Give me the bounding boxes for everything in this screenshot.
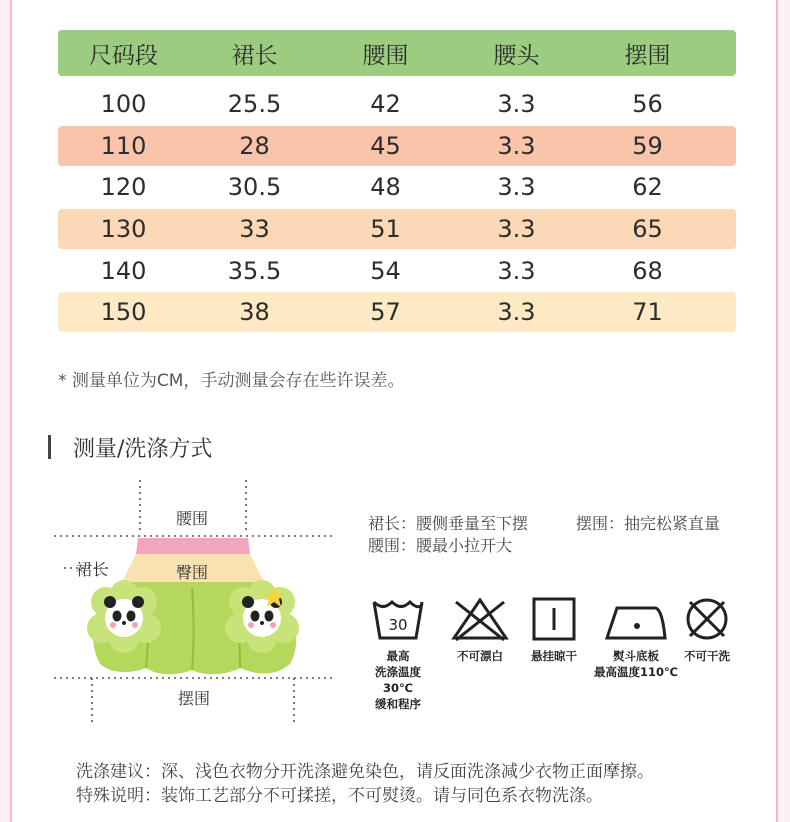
cell-size: 110 [100, 131, 147, 160]
cell-waist: 51 [370, 215, 401, 244]
care-label-line: 悬挂晾干 [531, 649, 577, 663]
cell-waistband: 3.3 [497, 298, 536, 327]
hip-label: 臀围 [176, 563, 209, 582]
cell-hem: 71 [632, 298, 663, 327]
table-row [58, 251, 736, 291]
care-label [443, 648, 517, 664]
care-label-line: 不可干洗 [684, 649, 730, 663]
table-row [58, 126, 736, 166]
measure-desc-hem: 摆围：抽完松紧直量 [576, 514, 721, 533]
cell-waist: 42 [370, 90, 401, 118]
cell-length: 30.5 [227, 173, 282, 202]
wash-temp-symbol: 30 [388, 616, 408, 634]
size-table [58, 30, 736, 334]
hem-label: 摆围 [178, 689, 211, 708]
table-row [58, 84, 736, 124]
cell-hem: 62 [632, 173, 663, 202]
no-dry-clean-icon [682, 596, 732, 642]
cell-waistband: 3.3 [497, 90, 536, 118]
table-header-row [58, 30, 736, 76]
care-label [517, 648, 591, 664]
skirt-diagram [54, 478, 338, 728]
header-waistband: 腰头 [493, 42, 540, 69]
wash-30-icon [370, 596, 426, 642]
care-label [670, 648, 744, 664]
section-bar [48, 435, 51, 459]
care-label-line: 不可漂白 [457, 649, 503, 663]
cell-waistband: 3.3 [497, 131, 536, 160]
cell-waistband: 3.3 [497, 256, 536, 285]
care-no-bleach [443, 596, 517, 664]
cell-hem: 68 [632, 256, 663, 285]
cell-hem: 65 [632, 215, 663, 244]
cell-hem: 56 [632, 90, 663, 118]
measure-desc-length: 裙长：腰侧垂量至下摆 [368, 514, 529, 533]
care-hang-dry [517, 596, 591, 664]
section-heading [48, 432, 212, 462]
wash-advice: 洗涤建议：深、浅色衣物分开洗涤避免染色，请反面洗涤减少衣物正面摩擦。 [76, 762, 654, 782]
cell-waistband: 3.3 [497, 173, 536, 202]
care-wash-30 [361, 596, 435, 712]
cell-length: 33 [239, 215, 270, 244]
measure-desc-waist: 腰围：腰最小拉开大 [368, 536, 513, 555]
special-note: 特殊说明：装饰工艺部分不可揉搓，不可熨烫。请与同色系衣物洗涤。 [76, 786, 603, 806]
care-no-dry-clean [670, 596, 744, 664]
table-row [58, 209, 736, 249]
cell-size: 130 [100, 215, 147, 244]
cell-waist: 57 [370, 298, 401, 327]
no-bleach-icon [450, 596, 510, 642]
care-label-line: 洗涤温度30℃ [375, 665, 421, 695]
cell-size: 150 [100, 298, 147, 327]
iron-icon [603, 596, 669, 642]
waist-label: 腰围 [176, 509, 209, 528]
cell-waist: 48 [370, 173, 401, 202]
cell-waistband: 3.3 [497, 215, 536, 244]
cell-size: 100 [100, 90, 147, 118]
hang-dry-icon [531, 596, 577, 642]
cell-length: 25.5 [227, 90, 282, 118]
care-label [361, 648, 435, 712]
care-label-line: 最高温度110℃ [594, 665, 678, 679]
cell-size: 140 [100, 256, 147, 285]
cell-length: 35.5 [227, 256, 282, 285]
cell-hem: 59 [632, 131, 663, 160]
cell-waist: 45 [370, 131, 401, 160]
cell-size: 120 [100, 173, 147, 202]
cell-waist: 54 [370, 256, 401, 285]
table-row [58, 167, 736, 207]
cell-length: 28 [239, 131, 270, 160]
section-title: 测量/洗涤方式 [73, 436, 213, 462]
measurement-note: * 测量单位为CM，手动测量会存在些许误差。 [58, 371, 405, 391]
care-label-line: 熨斗底板 [613, 649, 659, 663]
header-length: 裙长 [231, 42, 278, 69]
care-label-line: 最高 [386, 649, 410, 663]
header-size: 尺码段 [89, 42, 158, 69]
header-hem: 摆围 [624, 42, 671, 69]
header-waist: 腰围 [362, 42, 409, 69]
cell-length: 38 [239, 298, 270, 327]
length-label: 裙长 [76, 560, 109, 579]
care-label-line: 缓和程序 [375, 697, 421, 711]
table-row [58, 292, 736, 332]
